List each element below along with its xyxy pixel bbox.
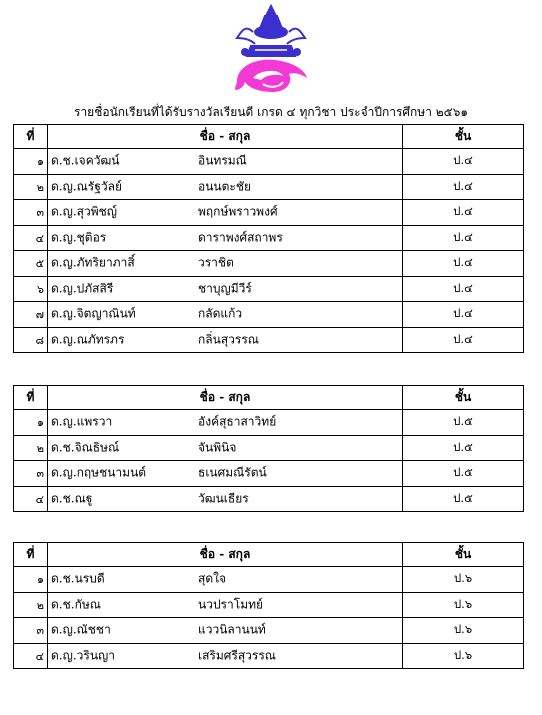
header-no: ที่ xyxy=(14,125,48,149)
table-row xyxy=(14,200,524,226)
student-grade: ป.๖ xyxy=(403,643,524,669)
student-last-name: วัฒนเธียร xyxy=(198,491,249,506)
student-grade: ป.๔ xyxy=(403,174,524,200)
header-grade: ชั้น xyxy=(403,543,524,567)
student-grade: ป.๕ xyxy=(403,410,524,436)
student-name-cell xyxy=(48,592,403,618)
student-name-cell xyxy=(48,276,403,302)
student-name-cell xyxy=(48,225,403,251)
table-header-row xyxy=(14,125,524,149)
table-row xyxy=(14,435,524,461)
student-last-name: วราชิต xyxy=(198,255,234,270)
student-grade: ป.๔ xyxy=(403,327,524,353)
row-number: ๗ xyxy=(14,302,48,328)
student-first-name: ด.ญ.ปภัสสิรี xyxy=(51,281,114,296)
table-header-row xyxy=(14,386,524,410)
student-last-name: พฤกษ์พราวพงศ์ xyxy=(198,204,278,219)
row-number: ๑ xyxy=(14,149,48,175)
row-number: ๓ xyxy=(14,461,48,487)
student-grade: ป.๕ xyxy=(403,435,524,461)
table-row xyxy=(14,592,524,618)
row-number: ๔ xyxy=(14,225,48,251)
student-name-cell xyxy=(48,643,403,669)
table-row xyxy=(14,410,524,436)
student-name-cell xyxy=(48,327,403,353)
student-first-name: ด.ญ.ณรัฐวัลย์ xyxy=(51,179,122,194)
student-last-name: กลัดแก้ว xyxy=(198,306,243,321)
student-name-cell xyxy=(48,461,403,487)
student-first-name: ด.ช.กัษณ xyxy=(51,597,101,612)
student-first-name: ด.ญ.ณภัทรภร xyxy=(51,332,125,347)
header-name: ชื่อ - สกุล xyxy=(48,386,403,410)
student-name-cell xyxy=(48,618,403,644)
student-grade: ป.๕ xyxy=(403,461,524,487)
row-number: ๓ xyxy=(14,618,48,644)
student-last-name: ดาราพงศ์สถาพร xyxy=(198,230,283,245)
table-row xyxy=(14,327,524,353)
student-first-name: ด.ช.นรบดี xyxy=(51,571,105,586)
table-header-row xyxy=(14,543,524,567)
student-name-cell xyxy=(48,486,403,512)
school-emblem-icon xyxy=(223,2,319,98)
row-number: ๒ xyxy=(14,592,48,618)
student-name-cell xyxy=(48,302,403,328)
student-first-name: ด.ช.ณฐู xyxy=(51,491,93,506)
header-grade: ชั้น xyxy=(403,386,524,410)
header-no: ที่ xyxy=(14,543,48,567)
school-emblem xyxy=(0,2,542,102)
header-name: ชื่อ - สกุล xyxy=(48,543,403,567)
header-name: ชื่อ - สกุล xyxy=(48,125,403,149)
student-name-cell xyxy=(48,251,403,277)
student-first-name: ด.ญ.สุวพิชญ์ xyxy=(51,204,117,219)
table-row xyxy=(14,461,524,487)
student-last-name: อังค์สุธาสาวิทย์ xyxy=(198,414,277,429)
student-name-cell xyxy=(48,174,403,200)
document-title: รายชื่อนักเรียนที่ได้รับรางวัลเรียนดี เกรด ๔ ทุกวิชา ประจำปีการศึกษา ๒๕๖๑ xyxy=(74,105,468,119)
student-grade: ป.๔ xyxy=(403,149,524,175)
table-row xyxy=(14,643,524,669)
row-number: ๒ xyxy=(14,174,48,200)
student-first-name: ด.ญ.ชุติอร xyxy=(51,230,107,245)
row-number: ๓ xyxy=(14,200,48,226)
student-last-name: จันพินิจ xyxy=(198,440,237,455)
row-number: ๖ xyxy=(14,276,48,302)
row-number: ๘ xyxy=(14,327,48,353)
table-row xyxy=(14,276,524,302)
student-name-cell xyxy=(48,410,403,436)
student-first-name: ด.ญ.วรินญา xyxy=(51,648,115,663)
table-row xyxy=(14,251,524,277)
table-row xyxy=(14,149,524,175)
row-number: ๑ xyxy=(14,567,48,593)
student-last-name: นวปราโมทย์ xyxy=(198,597,264,612)
student-name-cell xyxy=(48,567,403,593)
student-last-name: กลิ่นสุวรรณ xyxy=(198,332,259,347)
row-number: ๔ xyxy=(14,643,48,669)
student-first-name: ด.ญ.กฤษชนามนต์ xyxy=(51,465,147,480)
student-first-name: ด.ญ.ภัทริยาภาสิ์ xyxy=(51,255,135,270)
student-last-name: ธเนศมณีรัตน์ xyxy=(198,465,267,480)
table-row xyxy=(14,174,524,200)
row-number: ๑ xyxy=(14,410,48,436)
grade5-table xyxy=(13,385,524,512)
student-last-name: อินทรมณี xyxy=(198,153,247,168)
grade4-table xyxy=(13,124,524,353)
header-no: ที่ xyxy=(14,386,48,410)
student-last-name: ชาบุญมีวีร์ xyxy=(198,281,252,296)
student-grade: ป.๔ xyxy=(403,302,524,328)
student-name-cell xyxy=(48,200,403,226)
student-grade: ป.๖ xyxy=(403,618,524,644)
student-grade: ป.๕ xyxy=(403,486,524,512)
student-last-name: แววนิลานนท์ xyxy=(198,622,266,637)
student-grade: ป.๔ xyxy=(403,200,524,226)
student-last-name: อนนตะชัย xyxy=(198,179,252,194)
student-grade: ป.๔ xyxy=(403,225,524,251)
student-first-name: ด.ญ.แพรวา xyxy=(51,414,113,429)
student-grade: ป.๖ xyxy=(403,567,524,593)
student-grade: ป.๔ xyxy=(403,251,524,277)
row-number: ๒ xyxy=(14,435,48,461)
student-name-cell xyxy=(48,435,403,461)
table-row xyxy=(14,225,524,251)
student-grade: ป.๖ xyxy=(403,592,524,618)
table-row xyxy=(14,567,524,593)
table-row xyxy=(14,618,524,644)
student-last-name: สุดใจ xyxy=(198,571,227,586)
student-name-cell xyxy=(48,149,403,175)
student-first-name: ด.ช.เจควัฒน์ xyxy=(51,153,120,168)
grade6-table xyxy=(13,542,524,669)
student-last-name: เสริมศรีสุวรรณ xyxy=(198,648,276,663)
student-first-name: ด.ญ.จิตญาณินท์ xyxy=(51,306,136,321)
student-first-name: ด.ญ.ณัชชา xyxy=(51,622,111,637)
table-row xyxy=(14,486,524,512)
row-number: ๕ xyxy=(14,251,48,277)
student-first-name: ด.ช.จิณธิษณ์ xyxy=(51,440,120,455)
table-row xyxy=(14,302,524,328)
header-grade: ชั้น xyxy=(403,125,524,149)
row-number: ๔ xyxy=(14,486,48,512)
student-grade: ป.๔ xyxy=(403,276,524,302)
